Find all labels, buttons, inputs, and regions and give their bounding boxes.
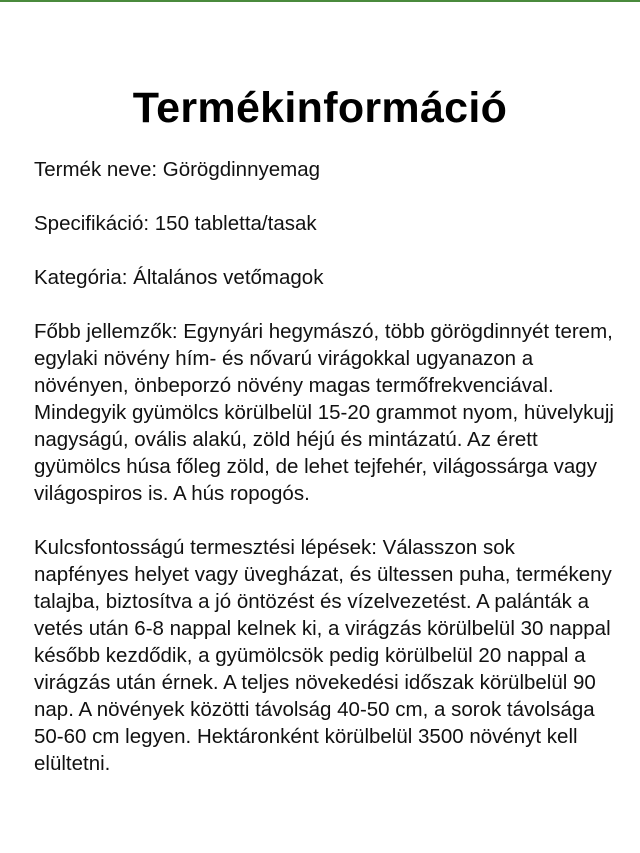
- top-divider: [0, 0, 640, 2]
- product-name-line: Termék neve: Görögdinnyemag: [34, 158, 321, 181]
- features-paragraph: Főbb jellemzők: Egynyári hegymászó, több görögdinnyét terem, egylaki növény hím- és nővarú virágokkal ugyanazon a növényen, önbeporzó növény magas termőfrekvenciával. Mindegyik gyümölcs körülbelül 15-20 grammot nyom, hüvelykujj nagyságú, ovális alakú, zöld héjú és mintázatú. Az érett gyümölcs húsa főleg zöld, de lehet tejfehér, világossárga vagy világospiros is. A hús ropogós.: [34, 320, 614, 505]
- cultivation-paragraph: Kulcsfontosságú termesztési lépések: Válasszon sok napfényes helyet vagy üvegházat, és ültessen puha, termékeny talajba, biztosítva a jó öntözést és vízelvezetést. A palánták a vetés után 6-8 nappal kelnek ki, a virágzás körülbelül 30 nappal később kezdődik, a gyümölcsök pedig körülbelül 20 nappal a virágzás után érnek. A teljes növekedési időszak körülbelül 90 nap. A növények közötti távolság 40-50 cm, a sorok távolsága 50-60 cm legyen. Hektáronként körülbelül 3500 növényt kell elültetni.: [34, 536, 612, 775]
- page-title: Termékinformáció: [132, 84, 508, 132]
- category-line: Kategória: Általános vetőmagok: [34, 266, 324, 289]
- product-info-body: [34, 156, 614, 804]
- specification-line: Specifikáció: 150 tabletta/tasak: [34, 212, 317, 235]
